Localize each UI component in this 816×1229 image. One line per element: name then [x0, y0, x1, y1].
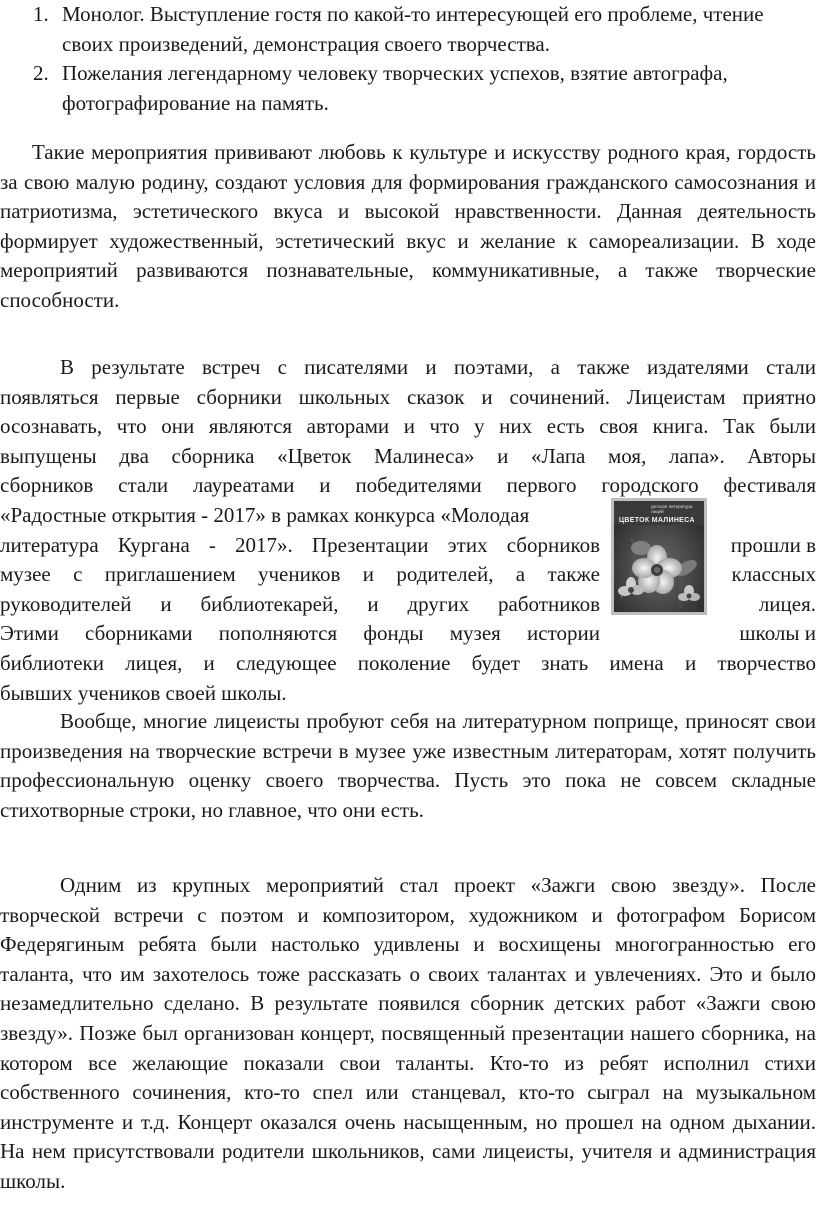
paragraph-line: Этими сборниками пополняются фонды музея истории: [0, 621, 600, 646]
paragraph-culture: Такие мероприятия прививают любовь к культуре и искусству родного края, гордость за свою малую родину, создают условия для формирования гражданского самосознания и патриотизма, эстетического вкуса и высокой нравственности. Данная деятельность формирует художественный, эстетический вкус и желание к самореализации. В ходе мероприятий развиваются познавательные, коммуникативные, а также творческие способности.: [0, 140, 816, 312]
paragraph-line: сборников стали лауреатами и победителями первого городского фестиваля: [0, 473, 816, 498]
paragraph-line: музее с приглашением учеников и родителей, а также: [0, 562, 600, 587]
paragraph-light-your-star: Одним из крупных мероприятий стал проект «Зажги свою звезду». После творческой встречи с поэтом и композитором, художником и фотографом Борисом Федерягиным ребята были настолько удивлены и восхищены многогранностью его таланта, что им захотелось тоже рассказать о своих талантах и увлечениях. Это и было незамедлительно сделано. В результате появился сборник детских работ «Зажги свою звезду». Позже был организован концерт, посвященный презентации нашего сборника, на котором все желающие показали свои таланты. Кто-то из ребят исполнил стихи собственного сочинения, кто-то спел или станцевал, кто-то сыграл на музыкальном инструменте и т.д. Концерт оказался очень насыщенным, но прошел на одном дыхании. На нем присутствовали родители школьников, сами лицеисты, учителя и администрация школы.: [0, 873, 816, 1193]
svg-text:лицей: лицей: [651, 509, 664, 514]
book-cover-image: [611, 498, 707, 615]
list-item: [0, 59, 794, 118]
paragraph-line-right: прошли в: [730, 532, 816, 557]
list-number: 1.: [33, 2, 49, 26]
paragraph-line: «Радостные открытия - 2017» в рамках конкурса «Молодая: [0, 502, 530, 527]
paragraph-line: руководителей и библиотекарей, и других работников: [0, 591, 600, 616]
paragraph-line: появляться первые сборники школьных сказок и сочинений. Лицеистам приятно: [0, 384, 816, 409]
numbered-list: [0, 0, 816, 118]
book-cover-illustration: [611, 498, 707, 615]
svg-text:детская литература: детская литература: [651, 504, 693, 509]
paragraph-line: бывших учеников своей школы.: [0, 680, 287, 705]
paragraph-line-right: школы и: [739, 621, 816, 646]
paragraph-line: выпущены два сборника «Цветок Малинеса» и «Лапа моя, лапа». Авторы: [0, 443, 816, 468]
list-item-text: Монолог. Выступление гостя по какой-то интересующей его проблеме, чтение своих произведений, демонстрация своего творчества.: [62, 2, 764, 56]
paragraph-line: В результате встреч с писателями и поэтами, а также издателями стали: [60, 355, 816, 379]
paragraph-line-right: лицея.: [758, 591, 816, 616]
paragraph-line-right: классных: [731, 562, 816, 587]
list-item: [0, 0, 794, 59]
book-cover-title: ЦВЕТОК МАЛИНЕСА: [619, 517, 695, 524]
paragraph-literary-attempts: Вообще, многие лицеисты пробуют себя на литературном поприще, приносят свои произведения на творческие встречи в музее уже известным литераторам, хотят получить профессиональную оценку своего творчества. Пусть это пока не совсем складные стихотворные строки, но главное, что они есть.: [0, 709, 816, 822]
paragraph-line: литература Кургана - 2017». Презентации этих сборников: [0, 532, 600, 557]
paragraph-line: библиотеки лицея, и следующее поколение будет знать имена и творчество: [0, 650, 816, 675]
list-number: 2.: [33, 61, 49, 86]
list-item-text: Пожелания легендарному человеку творческих успехов, взятие автографа, фотографирование на память.: [62, 61, 728, 115]
paragraph-line: осознавать, что они являются авторами и что у них есть своя книга. Так были: [0, 414, 816, 439]
